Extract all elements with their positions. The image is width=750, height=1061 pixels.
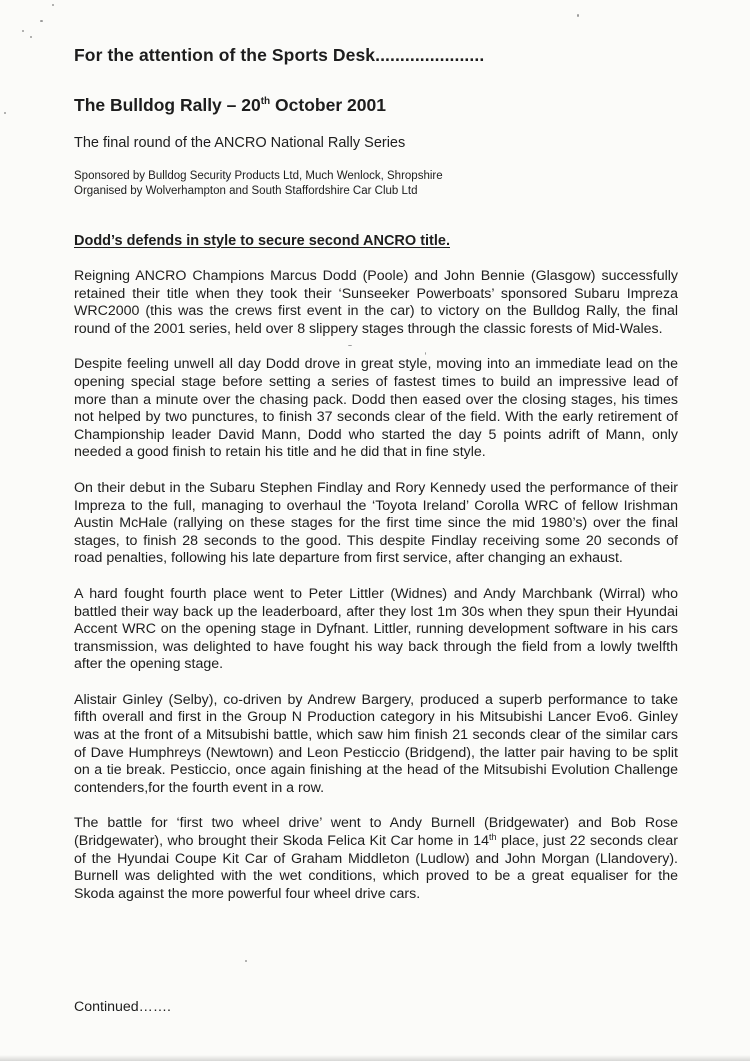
scan-speck	[40, 20, 43, 22]
paragraph-6-ordinal: th	[489, 832, 497, 843]
sports-desk-line: For the attention of the Sports Desk......................	[74, 45, 485, 65]
paragraph-6-part-1: The battle for ‘first two wheel drive’ went to Andy Burnell (Bridgewater) and Bob Rose (Bridgewater), who brought their Skoda Felica Kit Car home in 14	[74, 815, 678, 850]
paragraph-1: Reigning ANCRO Champions Marcus Dodd (Poole) and John Bennie (Glasgow) successfully retained their title when they took their ‘Sunseeker Powerboats’ sponsored Subaru Impreza WRC2000 (this was the crews first event in the car) to victory on the Bulldog Rally, the final round of the 2001 series, held over 8 slippery stages through the classic forests of Mid-Wales.	[74, 268, 678, 337]
rally-title-date: October 2001	[270, 95, 386, 115]
rally-title-text: The Bulldog Rally – 20	[74, 95, 261, 115]
paragraph-6	[74, 815, 678, 903]
scan-speck	[4, 112, 6, 114]
paragraph-5: Alistair Ginley (Selby), co-driven by Andrew Bargery, produced a superb performance to take fifth overall and first in the Group N Production category in his Mitsubishi Lancer Evo6. Ginley was at the front of a Mitsubishi battle, which saw him finish 21 seconds clear of the similar cars of Dave Humphreys (Newtown) and Leon Pesticcio (Bridgend), the latter pair having to be split on a tie break. Pesticcio, once again finishing at the head of the Mitsubishi Evolution Challenge contenders,for the fourth event in a row.	[74, 691, 678, 796]
continued-note: Continued…….	[74, 999, 171, 1015]
scan-speck	[30, 36, 32, 38]
paragraph-3: On their debut in the Subaru Stephen Findlay and Rory Kennedy used the performance of their Impreza to the full, managing to overhaul the ‘Toyota Ireland’ Corolla WRC of fellow Irishman Austin McHale (rallying on these stages for the first time since the mid 1980’s) over the final stages, to finish 28 seconds to the good. This despite Findlay receiving some 20 seconds of road penalties, following his late departure from first service, after changing an exhaust.	[74, 479, 678, 567]
organiser-line: Organised by Wolverhampton and South Staffordshire Car Club Ltd	[74, 185, 418, 197]
scan-speck	[52, 4, 54, 6]
scan-speck	[22, 30, 24, 32]
series-line: The final round of the ANCRO National Rally Series	[74, 135, 406, 151]
rally-title	[74, 95, 386, 116]
article-body	[74, 268, 678, 921]
sponsor-line: Sponsored by Bulldog Security Products Ltd, Much Wenlock, Shropshire	[74, 170, 443, 182]
paragraph-4: A hard fought fourth place went to Peter Littler (Widnes) and Andy Marchbank (Wirral) who battled their way back up the leaderboard, after they lost 1m 30s when they spun their Hyundai Accent WRC on the opening stage in Dyfnant. Littler, running development software in his cars transmission, was delighted to have fought his way back through the field from a lowly twelfth after the opening stage.	[74, 585, 678, 673]
article-headline: Dodd’s defends in style to secure second ANCRO title.	[74, 233, 450, 249]
paragraph-6-part-2: place, just 22 seconds clear of the Hyundai Coupe Kit Car of Graham Middleton (Ludlow) and John Morgan (Llandovery). Burnell was delighted with the wet conditions, which proved to be a great equaliser for the Skoda against the more powerful four wheel drive cars.	[74, 833, 678, 902]
scan-edge-shadow	[0, 1055, 750, 1061]
scan-speck	[245, 960, 247, 962]
sponsor-block	[74, 169, 443, 199]
rally-title-ordinal: th	[260, 96, 271, 107]
scan-speck	[577, 14, 579, 17]
paragraph-2: Despite feeling unwell all day Dodd drove in great style, moving into an immediate lead on the opening special stage before setting a series of fastest times to build an impressive lead of more than a minute over the chasing pack. Dodd then eased over the closing stages, his times not helped by two punctures, to finish 37 seconds clear of the field. With the early retirement of Championship leader David Mann, Dodd who started the day 5 points adrift of Mann, only needed a good finish to retain his title and he did that in fine style.	[74, 356, 678, 461]
